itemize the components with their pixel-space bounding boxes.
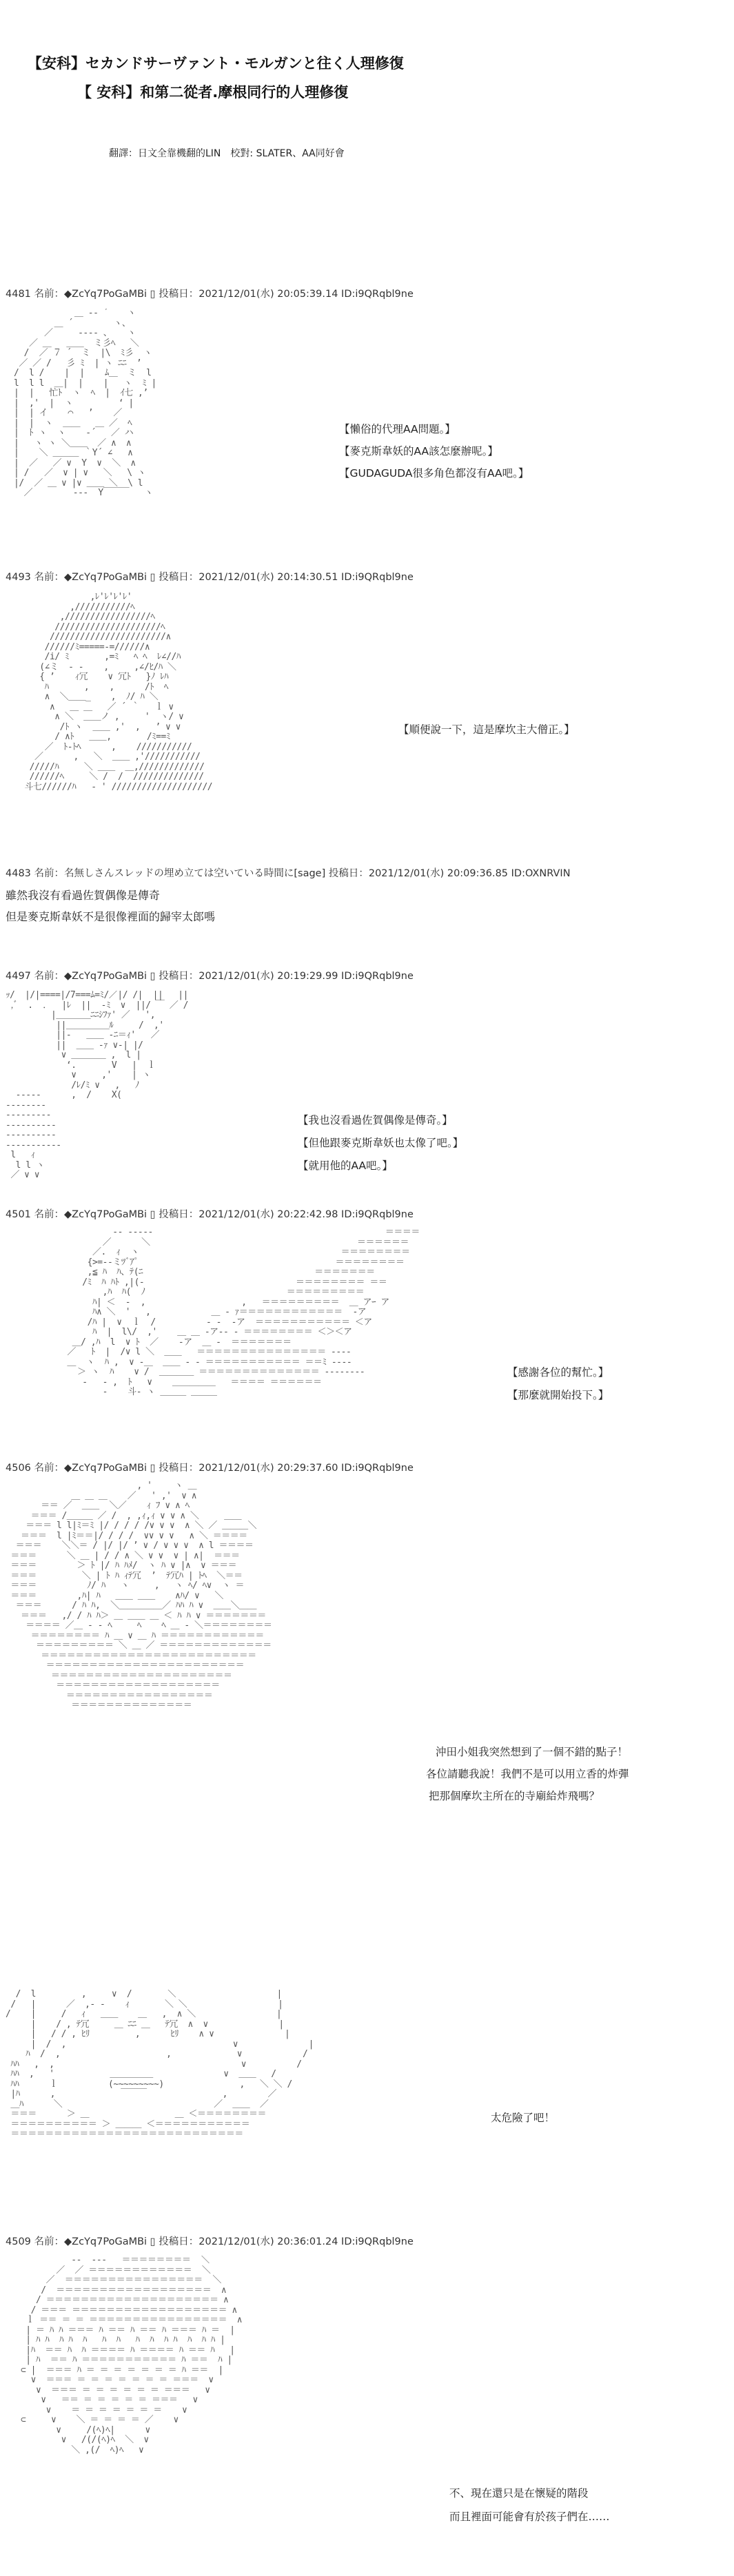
caption-line: 而且裡面可能會有於孩子們在…… [449, 2511, 610, 2523]
caption-line: 【那麼就開始投下。】 [507, 1389, 609, 1401]
caption-line: 沖田小姐我突然想到了一個不錯的點子！ [436, 1746, 629, 1758]
caption-line: 【就用他的AA吧。】 [298, 1160, 393, 1172]
caption-line: 【懶俗的代理AA問題。】 [339, 423, 456, 435]
post-header-4506: 4506 名前：◆ZcYq7PoGaMBi ▯ 投稿日：2021/12/01(水) 20:29:37.60 ID:i9QRqbl9ne [6, 1463, 414, 1474]
ascii-art-figure: / l , ∨ / ＼ | / | ／ ,‐ ‐ ｨ ＼ ＼ | / | / ｨ ＿＿ ＿ , ∧ ＼ | | / , ﾃ冗 ＿ ﾆﾆ ＿ ﾃ冗 ∧ ∨ | | / / , ﾋﾘ , ﾋﾘ ∧ ∨ | | / , ∨ | ﾊ / , , ∨ / ﾊﾊ , , ∨ / ﾊﾊ , ' ＿＿＿＿＿ ∨ ＿＿ / ﾊﾊ ｌ (~~~~~~~~~) , ＼ ＼ / |ﾊ , ￣￣￣ , ／ ＿ﾊ ＼ ／ ＿＿ ／ ＝＝＝ ＞ ＿ ＿ ＜＝＝＝＝＝＝＝＝ ＝＝＝＝＝＝＝＝＝＝ ＞ ＿＿＿ ＜＝＝＝＝＝＝＝＝＝＝＝ ＝＝＝＝＝＝＝＝＝＝＝＝＝＝＝＝＝＝＝＝＝＝＝＝＝＝＝ [6, 1990, 314, 2139]
translation-credits: 翻譯：日文全靠機翻的LIN 校對: SLATER、AA同好會 [109, 148, 345, 159]
caption-line: 【麥克斯韋妖的AA該怎麼辦呢。】 [339, 445, 498, 457]
caption-line: 【GUDAGUDA很多角色都沒有AA吧。】 [339, 467, 529, 480]
caption-line: 【我也沒看過佐賀偶像是傳奇。】 [298, 1114, 453, 1126]
caption-line: 不、現在還只是在懷疑的階段 [449, 2487, 589, 2500]
comment-line: 但是麥克斯韋妖不是很像裡面的歸宰太郎嗎 [6, 910, 216, 923]
post-header-4501: 4501 名前：◆ZcYq7PoGaMBi ▯ 投稿日：2021/12/01(水) 20:22:42.98 ID:i9QRqbl9ne [6, 1209, 414, 1220]
ascii-art-figure: ＿ -‐ ´ ￣ ヽ ＿ ´ ヽ、 ／ -‐‐‐ 、 ヽ ／ ＿ ＿＿ ミ彡ﾍ ＼ / ／ ７ ´ ミ |\ ﾐ彡 ヽ ／ ／ / 彡 ﾐ | ヽ ﾆﾆ ’ / l / | | ﾑ＿ ミ l l l l ＿| | | ヽ ﾐ | | | 忙ﾄ ヽ ﾍ | ｲ七 ,’ | ,' | ヽ ‘ | | | イ ⌒ ’ ／ | | ヽ ＿＿ ＿ ／ ﾍ | ﾄ ヽ ヽ ‐´ ／ ハ | ヽ ヽ ＼＿＿ ／ ∧ ∧ | ＼ ＿＿＿ ｀Y´ ∠ ∧ | ／ ／ ∨ Y ∨ ＼ ∧ | / ／ ∨ | ∨ ＼ \ ヽ |/ ／ ＿ ∨ |∨ ＿＿ ＼ \ l ／ ‐‐‐ Y￣￣￣ ヽ [14, 309, 156, 498]
post-header-4483: 4483 名前：名無しさんスレッドの埋め立ては空いている時間に[sage] 投稿日：2021/12/01(水) 20:09:36.85 ID:OXNRVIN [6, 868, 571, 879]
page-title: 【安科】セカンドサーヴァント・モルガンと往く人理修復 [28, 55, 404, 72]
post-header-4509: 4509 名前：◆ZcYq7PoGaMBi ▯ 投稿日：2021/12/01(水) 20:36:01.24 ID:i9QRqbl9ne [6, 2236, 414, 2247]
post-header-4481: 4481 名前：◆ZcYq7PoGaMBi ▯ 投稿日：2021/12/01(水) 20:05:39.14 ID:i9QRqbl9ne [6, 289, 414, 300]
caption-line: 太危險了吧！ [491, 2112, 555, 2124]
ascii-art-figure: , '￣￣ ヽ ＿ ＿ ＿ ＿ ／ ' ,' ∨ ∧ ＝＝ ／ ＿＿ ＼／ ｨ ﾌ ∨ ∧ ﾍ ＝＝＝ /＿＿＿ ／ / , ,ｨ,ｨ ∨ ∨ ∧ ＼ ＿＿ ＝＝＝ l l|ﾐ＝ﾐ |/ / / / /∨ ∨ ∨ ∧ ＼ ／ ＿＿＿＼ ＝＝＝ l |ﾐ＝＝|/ / / / ∨∨ ∨ ∨ ∧ ＼ ＝＝＝＝ ＝＝＝ ＼＼＝ / |/ |/ ’ ∨ / ∨ ∨ ∨ ∧ l ＝＝＝＝ ＝＝＝ ＼ ＿ | / / ∧ ＼ ∨ ∨ ∨ | ∧| ＝＝＝ ＝＝＝ ＞ ﾄ |/ ﾊ ﾊﾒ/ ヽ ﾊ ∨ |∧ ∨ ＝＝＝ ＝＝＝ ＼ | ﾄ ﾊ ｨﾃ冗 ’ ﾃ冗ﾊ | ﾄﾍ ＼＝＝ ＝＝＝ ﾉ/ ﾊ ヽ , ヽ ﾍ/ ﾍ∨ ヽ ＝ ＝＝＝ ,ﾊ| ﾊ ＿＿ ＿＿ ∧ﾊ/ ∨ ＼ ＝＝＝ / ﾊ ﾊ, ＼＿＿＿＿＿／ ﾊﾊ ﾊ ∨ ＿＿＼＿＿ ＝＝＝ ,/ / ﾊ ﾊ＞ ＿ ＿＿ ＿ ＜ ﾊ ﾊ ∨ ＝＝＝＝＝＝＝ ＝＝＝＝ ／＿ ‐ ‐ ﾍ ﾍ ﾍ ＿ ‐ ＼＝＝＝＝＝＝＝＝ ＝＝＝＝＝＝＝＝ ﾊ ＿ ∨ ＿ ﾊ ＝＝＝＝＝＝＝＝＝＝＝＝ ＝＝＝＝＝＝＝＝＝ ＼ ＿ ／ ＝＝＝＝＝＝＝＝＝＝＝＝＝ ＝＝＝＝＝＝＝＝＝＝＝＝＝＝＝＝＝＝＝＝＝＝＝＝＝ ＝＝＝＝＝＝＝＝＝＝＝＝＝＝＝＝＝＝＝＝＝＝＝ ＝＝＝＝＝＝＝＝＝＝＝＝＝＝＝＝＝＝＝＝＝ ＝＝＝＝＝＝＝＝＝＝＝＝＝＝＝＝＝＝＝ ＝＝＝＝＝＝＝＝＝＝＝＝＝＝＝＝＝ ＝＝＝＝＝＝＝＝＝＝＝＝＝＝ [10, 1481, 272, 1711]
ascii-art-figure: ,ﾚ'ﾚ'ﾚ'ﾚ' ,///////////ﾍ ,/////////////////ﾍ /////////////////////ﾍ ///////////////////////∧ //////ﾐ=====-=//////∧ /i/ ﾐ ,=ﾐ ﾍ ﾍ ﾚ∠//ﾊ (∠ミ ‐ ‐ , ,∠/ﾋ/ﾊ ＼ { ’ ｨ冗 ∨ 冗ﾄ }ﾉ ﾚﾊ ﾊ , , /ﾄ ﾍ ∧ ＼＿＿_ , ﾉ/ ﾊ ＼ ∧ ＿ ＿ ／ ´ ｀ ｌ ∨ ∧ ＼ ＿＿ノ , ' ヽ/ ∨ /ﾄ ヽ ＿＿ ,' , ’ ∨ ∨ / ∧ﾄ ＿＿, /ﾐ==ﾐ ／ ﾄ-ﾄﾍ , /////////// ／ , ＼ ＿＿ ,'/////////// /////ﾊ ＼ ＿＿ ＿,///////////// //////ﾍ ＼ / / ////////////// 斗七//////ﾊ ‐ ' //////////////////// [24, 593, 213, 792]
ascii-art-figure: ｯ/ |/|====|/7===ﾑ=ﾐ/／|/ /| || || ,ﾞ . ． |ﾚ || ‐ﾐ ∨ ||/ ￣ ／ / |＿＿＿＿ﾆﾆｼﾌｧ' ／ ', ||＿＿＿＿＿ﾙ / ,' ||- ＿＿ ‐ﾆ＝ｨ' ／ || ＿＿ ‐ｧ ∨-| |/ ∨ ＿＿＿＿ , l | ‘. V | ｌ ∨ ,' | ヽ /ﾚ/ﾐ ∨ , ﾉ ‐‐‐‐‐ , / X( ‐‐‐‐‐‐‐‐ ‐‐‐‐‐‐‐‐‐ ‐‐‐‐‐‐‐‐‐‐ ‐‐‐‐‐‐‐‐‐‐ ‐‐‐‐‐‐‐‐‐‐‐ l ｨ l l ヽ ／ ∨ ∨ [6, 991, 188, 1180]
caption-line: 【但他跟麥克斯韋妖也太像了吧。】 [298, 1137, 464, 1149]
caption-line: 【順便說一下，這是摩坎主大僧正。】 [398, 723, 575, 736]
post-header-4497: 4497 名前：◆ZcYq7PoGaMBi ▯ 投稿日：2021/12/01(水) 20:19:29.99 ID:i9QRqbl9ne [6, 971, 414, 982]
comment-line: 雖然我沒有看過佐賀偶像是傳奇 [6, 889, 161, 902]
caption-line: 各位請聽我說！我們不是可以用立香的炸彈 [426, 1768, 629, 1780]
caption-line: 把那個摩坎主所在的寺廟給炸飛嗎？ [429, 1790, 600, 1802]
caption-line: 【感謝各位的幫忙。】 [507, 1366, 609, 1379]
post-header-4493: 4493 名前：◆ZcYq7PoGaMBi ▯ 投稿日：2021/12/01(水) 20:14:30.51 ID:i9QRqbl9ne [6, 572, 414, 583]
page-subtitle: 【 安科】和第二從者.摩根同行的人理修復 [77, 84, 349, 101]
ascii-art-figure: ‐‐ ‐‐‐ ＝＝＝＝＝＝＝＝ ＼ ／ ／ ＝＝＝＝＝＝＝＝＝＝＝＝ ＼ ／ ＝＝＝＝＝＝＝＝＝＝＝＝＝＝＝＝ ＼ / ＝＝＝＝＝＝＝＝＝＝＝＝＝＝＝＝＝＝ ∧ / ＝＝＝＝＝＝＝＝＝＝＝＝＝＝＝＝＝＝＝＝ ∧ / ＝＝＝ ＝＝＝＝＝＝＝＝＝＝＝＝＝＝＝＝＝＝ ∧ ｌ ＝＝ ＝ ＝ ＝＝＝＝＝＝＝＝＝＝＝＝＝＝＝＝ ∧ | ＝ ﾊ ﾊ ＝＝＝ ﾊ ＝＝ ﾊ ＝＝ ﾊ ＝＝＝ ﾊ ＝ | | ﾊ ﾊ ﾊ ﾊ ﾊ ﾊ ﾊ ﾊ ﾊ ﾊ ﾊ ﾊ ﾊ ﾊ | |ﾊ ＝＝ ﾊ ﾊ ＝＝＝＝ ﾊ ＝＝＝＝ ﾊ ＝＝ ﾊ | | ﾊ ＝＝ ﾊ ＝＝＝＝＝＝＝＝＝＝＝ ﾊ ＝＝ ﾊ | ⊂ | ＝＝＝ ﾊ ＝ ＝ ＝ ＝ ＝ ＝ ＝ ﾊ ＝＝ | ∨ ＝＝＝ ＝ ＝ ＝ ＝ ＝ ＝ ＝ ＝＝＝ ∨ ∨ ＝＝＝ ＝ ＝ ＝ ＝ ＝ ＝ ＝＝＝ ∨ ∨ ＝＝ ＝ ＝ ＝ ＝ ＝ ＝＝＝ ∨ ∨ ＝ ＝ ＝ ＝ ＝ ＝ ＝ ∨ ⊂ ∨ ＼ ＝ ＝ ＝ ＝ ／ ∨ ∨ /(ﾍ)ﾍ| ∨ ∨ /(/(ﾍ)ﾍ ＼ ∨ ＼ ,(/ ﾍ)ﾍ ∨ [20, 2256, 243, 2455]
ascii-art-figure: ‐‐ ‐‐‐‐‐ ＝＝＝＝ ／ ＼ ＝＝＝＝＝＝ ／. ｨ ヽ ＝＝＝＝＝＝＝＝ {>=-‐ミﾂﾞｱﾟ ＝＝＝＝＝＝＝＝ ,≦ ﾊ ﾊ、ﾃ(ﾆ ＝＝＝＝＝＝＝ /ﾐ ﾊ ﾊﾄ ,|(‐ ＝＝＝＝＝＝＝＝ ＝＝ ,ﾊ ﾊ( ﾉ ＝＝＝＝＝＝＝＝＝ ﾊ| ＜ ‐ , , ＝＝＝＝＝＝＝＝＝ ＿ アｰ ア ﾊ∧ ＼ ' , ＿ ‐ ｧ＝＝＝＝＝＝＝＝＝＝＝＝ ‐ア /ﾊ | ∨ ｌ / ‐ ‐ ‐ア ＝＝＝＝＝＝＝＝＝＝＝ ＜ア ﾊ | l\/ ,' ＿ ＿ ‐ア‐‐ ‐ ＝＝＝＝＝＝＝＝ ＜＞＜ア ＿/ ,ﾊ l ∨ ﾄ ／ ‐ア ＿ ‐ ＝＝＝＝＝＝＝ ／ ﾄ | /∨ l ＼ ＿＿ ＝＝＝＝＝＝＝＝＝＝＝＝＝＝＝ ‐‐‐‐ ＿ ヽ ﾊ , ∨ ‐＿ ＿＿ ‐ ‐ ＝＝＝＝＝＝＝＝＝＝＝ ＝＝ﾐ ‐‐‐‐ ＞ ヽ ﾊ ∨ / ＿＿＿＿ ＝＝＝＝＝＝＝＝＝＝＝＝＝＝ ‐‐‐‐‐‐‐‐ ‐ ‐ , ﾄ ∨ ＿＿＿＿＿ ＝＝＝＝ ＝＝＝＝＝＝ ‐ 斗‐ ヽ ＿＿＿ ＿＿＿ [67, 1228, 420, 1397]
